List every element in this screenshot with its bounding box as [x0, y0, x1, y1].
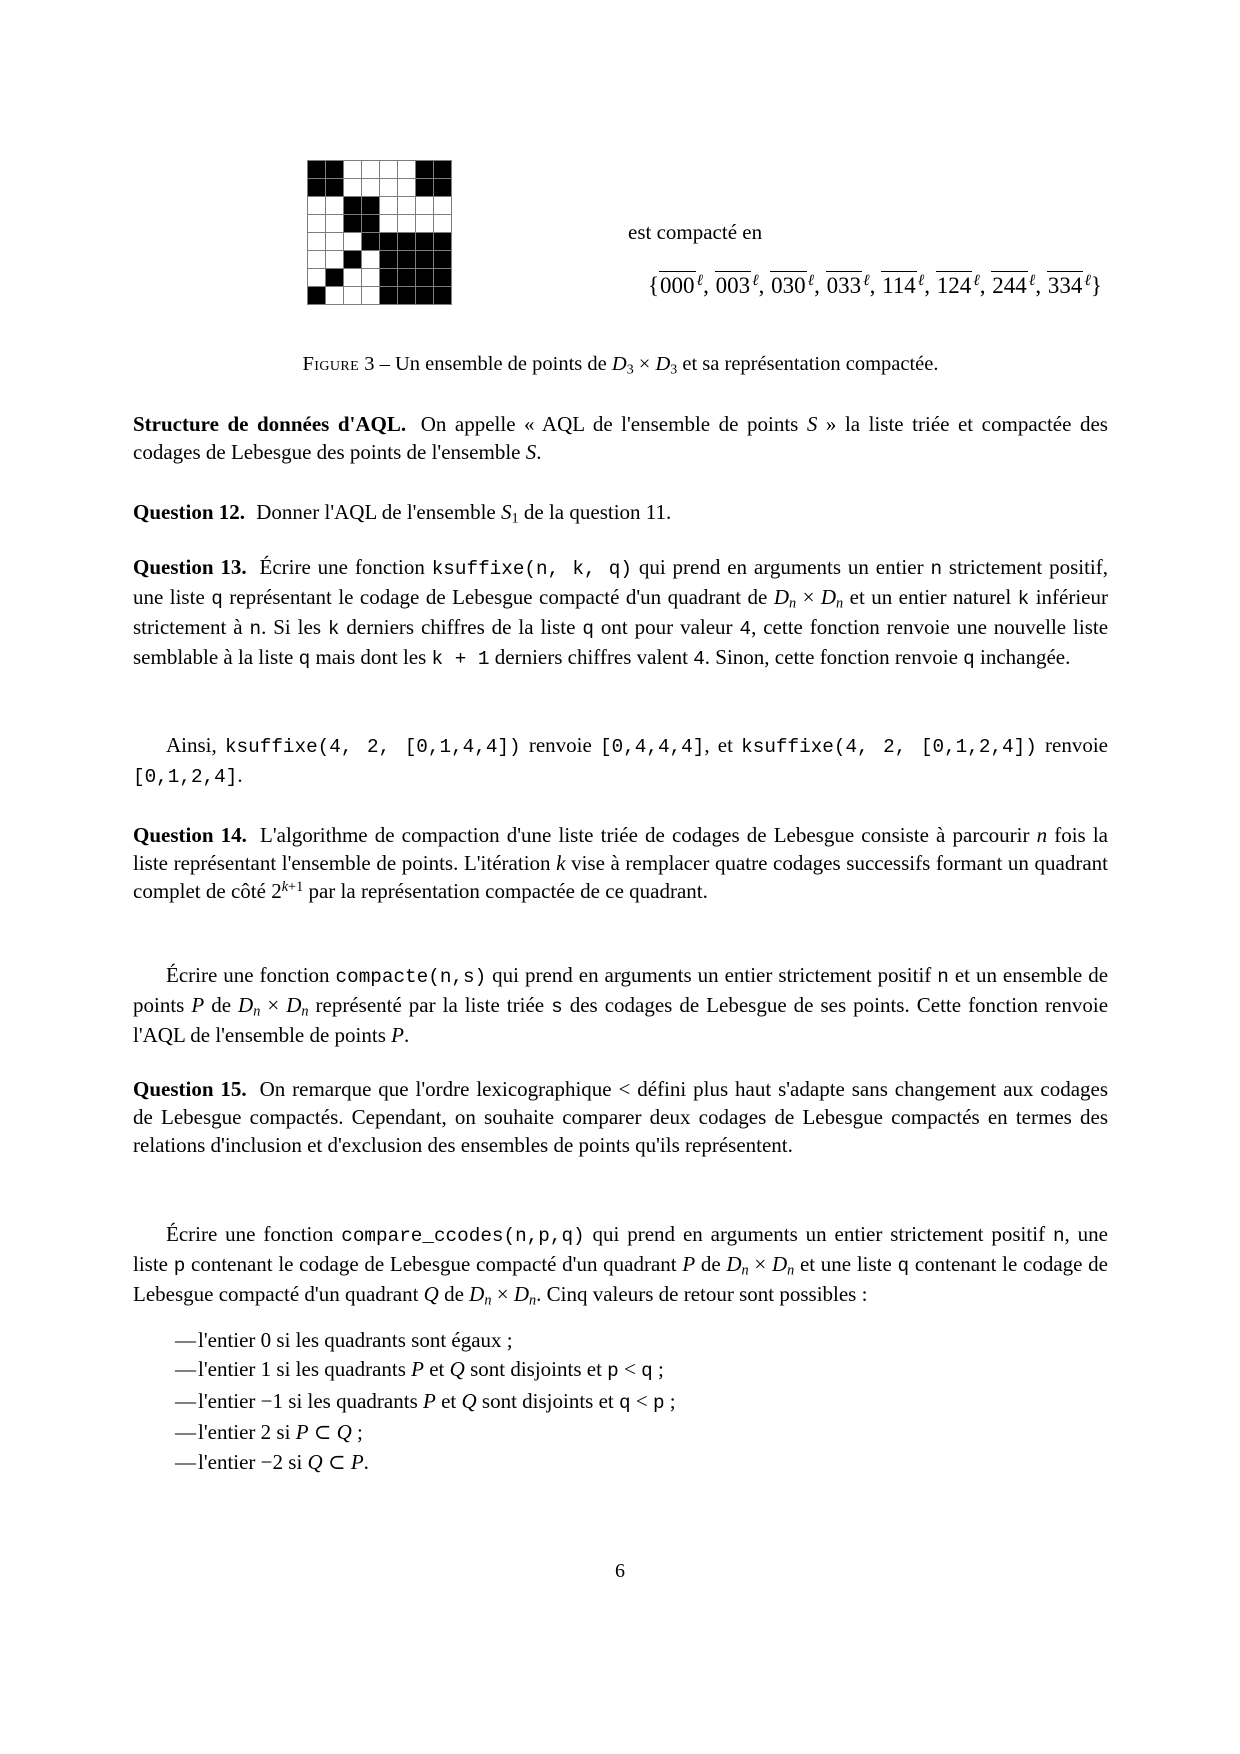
grid-cell: [344, 269, 362, 287]
figure-compact-formula: {000 $^\ell$, 003 $^\ell$, 030 $^\ell$, 033 $^\ell$, 114 $^\ell$, 124 $^\ell$, 244 $^\ell$, 334 $^\ell$}: [648, 272, 1102, 298]
grid-cell: [326, 287, 344, 305]
paragraph-question-12: Question 12. Donner l'AQL de l'ensemble $S_1$ de la question 11.: [133, 500, 672, 527]
grid-cell: [308, 269, 326, 287]
item-dash: —: [175, 1357, 196, 1382]
grid-cell: [434, 179, 452, 197]
grid-cell: [380, 233, 398, 251]
grid-cell: [380, 197, 398, 215]
grid-cell: [326, 269, 344, 287]
list-item-text: l'entier 2 si P ⊂ Q ;: [198, 1420, 363, 1445]
grid-cell: [362, 233, 380, 251]
grid-cell: [344, 287, 362, 305]
grid-cell: [308, 251, 326, 269]
list-item-text: l'entier −2 si Q ⊂ P.: [198, 1449, 369, 1474]
grid-cell: [398, 215, 416, 233]
grid-cell: [434, 215, 452, 233]
grid-cell: [398, 287, 416, 305]
paragraph-compare-ccodes: Écrire une fonction compare_ccodes(n,p,q) qui prend en arguments un entier strictement positif n, une liste p contenant le codage de Lebesgue compacté d'un quadrant P de $D_n \times D_n$ et une liste q contenant le codage de Lebesgue compacté d'un quadrant Q de $D_n \times D_n$. Cinq valeurs de retour sont possibles :: [133, 1222, 1109, 1309]
grid-cell: [398, 161, 416, 179]
paragraph-compacte: Écrire une fonction compacte(n,s) qui prend en arguments un entier strictement positif n et un ensemble de points P de $D_n \times D_n$ représenté par la liste triée s des codages de Lebesgue de ses points. Cette fonction renvoie l'AQL de l'ensemble de points P.: [133, 963, 1109, 1047]
grid-cell: [434, 197, 452, 215]
list-item: [133, 1326, 1108, 1355]
grid-cell: [326, 215, 344, 233]
grid-cell: [416, 161, 434, 179]
grid-cell: [380, 215, 398, 233]
paragraph-question-14: Question 14. L'algorithme de compaction d'une liste triée de codages de Lebesgue consiste à parcourir n fois la liste représentant l'ensemble de points. L'itération k vise à remplacer quatre codages successifs formant un quadrant complet de côté $2^{k+1}$ par la représentation compactée de ce quadrant.: [133, 823, 1108, 903]
return-values-list: [133, 1326, 1108, 1477]
list-item: [133, 1448, 1108, 1477]
grid-cell: [326, 251, 344, 269]
grid-cell: [344, 197, 362, 215]
paragraph-question-13: Question 13. Écrire une fonction ksuffixe(n, k, q) qui prend en arguments un entier n strictement positif, une liste q représentant le codage de Lebesgue compacté d'un quadrant de $D_n \times D_n$ et un entier naturel k inférieur strictement à n. Si les k derniers chiffres de la liste q ont pour valeur 4, cette fonction renvoie une nouvelle liste semblable à la liste q mais dont les k + 1 derniers chiffres valent 4. Sinon, cette fonction renvoie q inchangée.: [133, 555, 1109, 670]
grid-cell: [362, 197, 380, 215]
grid-cell: [416, 233, 434, 251]
list-item: [133, 1355, 1108, 1386]
grid-cell: [434, 161, 452, 179]
grid-cell: [398, 179, 416, 197]
grid-cell: [434, 287, 452, 305]
list-item-text: l'entier −1 si les quadrants P et Q sont disjoints et q < p ;: [198, 1388, 676, 1414]
list-item: [133, 1418, 1108, 1447]
grid-cell: [434, 269, 452, 287]
grid-cell: [416, 215, 434, 233]
grid-cell: [362, 179, 380, 197]
figure-compact-text: est compacté en: [628, 220, 763, 244]
paragraph-structure-aql: Structure de données d'AQL. On appelle « AQL de l'ensemble de points S » la liste triée et compactée des codages de Lebesgue des points de l'ensemble S.: [133, 412, 1108, 464]
grid-cell: [344, 215, 362, 233]
grid-cell: [398, 269, 416, 287]
grid-cell: [362, 287, 380, 305]
list-item-text: l'entier 1 si les quadrants P et Q sont disjoints et p < q ;: [198, 1357, 664, 1383]
grid-cell: [326, 233, 344, 251]
grid-cell: [380, 161, 398, 179]
figure-caption: Figure 3 – Un ensemble de points de $D_3 \times D_3$ et sa représentation compactée.: [302, 353, 939, 378]
grid-cell: [344, 251, 362, 269]
item-dash: —: [175, 1388, 196, 1413]
grid-cell: [362, 161, 380, 179]
grid-cell: [380, 251, 398, 269]
item-dash: —: [175, 1449, 196, 1474]
grid-cell: [326, 161, 344, 179]
grid-cell: [380, 179, 398, 197]
paragraph-ksuffixe-example: Ainsi, ksuffixe(4, 2, [0,1,4,4]) renvoie [0,4,4,4], et ksuffixe(4, 2, [0,1,2,4]) renvoie [0,1,2,4].: [133, 733, 1108, 788]
grid-cell: [398, 251, 416, 269]
grid-cell: [398, 233, 416, 251]
grid-cell: [416, 251, 434, 269]
grid-cell: [416, 269, 434, 287]
grid-cell: [434, 233, 452, 251]
grid-cell: [398, 197, 416, 215]
grid-cell: [380, 269, 398, 287]
grid-cell: [362, 215, 380, 233]
grid-cell: [308, 197, 326, 215]
grid-cell: [326, 197, 344, 215]
grid-cell: [416, 197, 434, 215]
grid-cell: [416, 287, 434, 305]
list-item: [133, 1387, 1108, 1418]
grid-cell: [308, 179, 326, 197]
grid-cell: [308, 287, 326, 305]
item-dash: —: [175, 1420, 196, 1445]
page-number: 6: [615, 1560, 625, 1582]
grid-cell: [344, 179, 362, 197]
grid-cell: [380, 287, 398, 305]
list-item-text: l'entier 0 si les quadrants sont égaux ;: [198, 1328, 513, 1352]
grid-cell: [308, 233, 326, 251]
grid-cell: [344, 161, 362, 179]
item-dash: —: [175, 1328, 196, 1352]
grid-cell: [344, 233, 362, 251]
grid-cell: [326, 179, 344, 197]
point-set-grid: [307, 160, 452, 305]
grid-cell: [362, 251, 380, 269]
paragraph-question-15: Question 15. On remarque que l'ordre lexicographique < défini plus haut s'adapte sans changement aux codages de Lebesgue compactés. Cependant, on souhaite comparer deux codages de Lebesgue compactés en termes des relations d'inclusion et d'exclusion des ensembles de points qu'ils représentent.: [133, 1077, 1109, 1157]
grid-cell: [308, 215, 326, 233]
grid-cell: [362, 269, 380, 287]
grid-cell: [434, 251, 452, 269]
grid-cell: [308, 161, 326, 179]
grid-cell: [416, 179, 434, 197]
